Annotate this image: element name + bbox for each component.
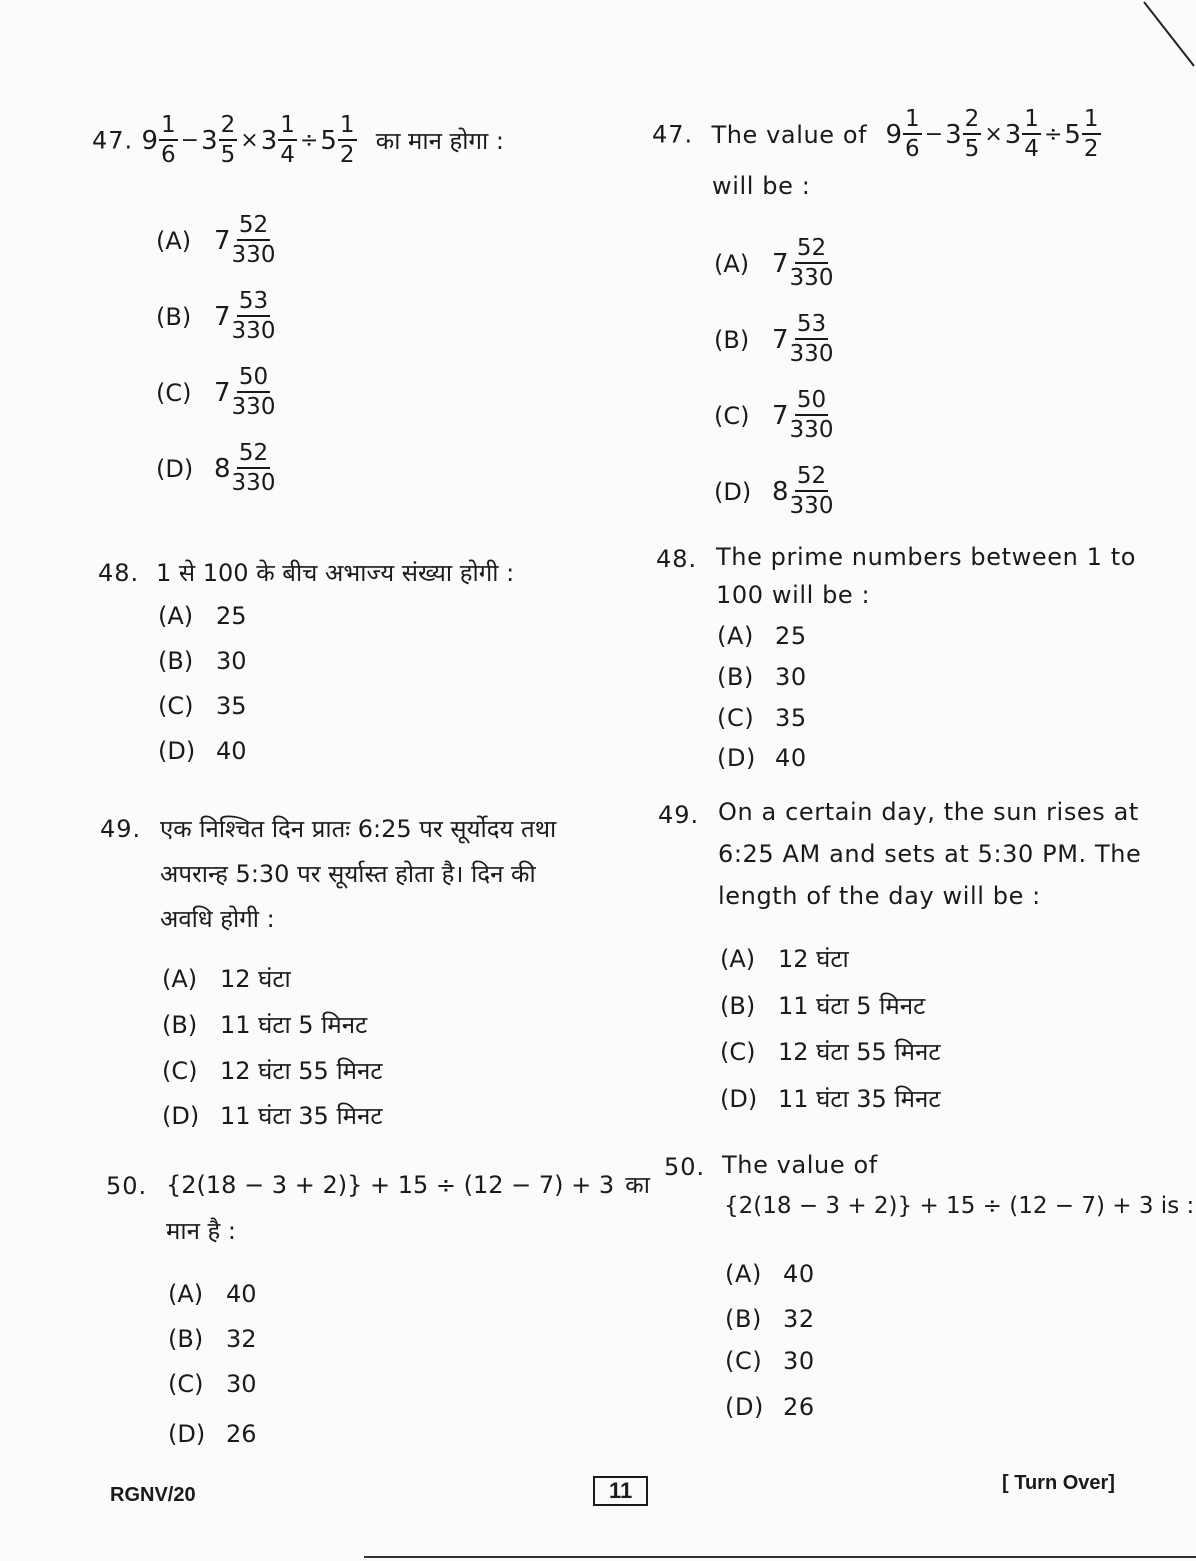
en-q49-option-d: (D) 11 घंटा 35 मिनट <box>720 1085 941 1113</box>
en-q47-question <box>652 108 1102 161</box>
en-q50-line-1: The value of <box>722 1151 878 1179</box>
hi-q47-number: 47. <box>92 126 134 155</box>
en-q49-line-3: length of the day will be : <box>718 882 1041 910</box>
hi-q50-line-2: मान है : <box>166 1217 236 1245</box>
hi-q49-option-b: (B) 11 घंटा 5 मिनट <box>162 1011 368 1039</box>
hi-q48-text: 1 से 100 के बीच अभाज्य संख्या होगी : <box>156 559 515 587</box>
en-q48-option-d: (D) 40 <box>717 744 807 772</box>
hi-q49-option-a: (A) 12 घंटा <box>162 965 291 993</box>
hi-q50-number: 50. <box>106 1172 148 1200</box>
hi-q47-question <box>92 114 504 167</box>
hi-q50-option-b: (B) 32 <box>168 1325 257 1353</box>
en-q47-expression: 9 $\frac{1}{6}$ − 3 $\frac{2}{5}$ × 3 $\frac{1}{4}$ ÷ 5 $\frac{1}{2}$ <box>885 106 1099 162</box>
en-q47-option-a: (A) 7 $\frac{52}{330}$ <box>714 235 834 291</box>
en-q49-line-1: On a certain day, the sun rises at <box>718 798 1139 826</box>
en-q47-text: The value of <box>711 120 868 149</box>
en-q49-line-2: 6:25 AM and sets at 5:30 PM. The <box>718 840 1142 868</box>
hi-q49-line-1: एक निश्चित दिन प्रातः 6:25 पर सूर्योदय तथा <box>160 815 557 843</box>
hi-q50-expression: {2(18 − 3 + 2)} + 15 ÷ (12 − 7) + 3 <box>166 1171 615 1199</box>
en-q50-expression: {2(18 − 3 + 2)} + 15 ÷ (12 − 7) + 3 is : <box>724 1193 1195 1219</box>
hi-q49-option-c: (C) 12 घंटा 55 मिनट <box>162 1057 383 1085</box>
en-q48-line-2: 100 will be : <box>716 581 871 609</box>
en-q47-option-c: (C) 7 $\frac{50}{330}$ <box>714 387 834 443</box>
hi-q49-option-d: (D) 11 घंटा 35 मिनट <box>162 1102 383 1130</box>
hi-q49-number: 49. <box>100 815 142 843</box>
en-q48-number: 48. <box>656 545 698 573</box>
corner-pen-mark <box>1140 0 1196 70</box>
hi-q47-option-b: (B) 7 $\frac{53}{330}$ <box>156 288 276 344</box>
en-q48-option-b: (B) 30 <box>717 663 807 691</box>
en-q49-option-c: (C) 12 घंटा 55 मिनट <box>720 1038 941 1066</box>
en-q50-option-a: (A) 40 <box>725 1260 815 1288</box>
hi-q47-expression: 9 $\frac{1}{6}$ − 3 $\frac{2}{5}$ × 3 $\frac{1}{4}$ ÷ 5 $\frac{1}{2}$ <box>141 112 355 168</box>
hi-q49-line-3: अवधि होगी : <box>160 905 275 933</box>
en-q48-line-1: The prime numbers between 1 to <box>716 543 1137 571</box>
en-q49-option-a: (A) 12 घंटा <box>720 945 849 973</box>
hi-q48-number: 48. <box>98 559 140 587</box>
hi-q50-option-c: (C) 30 <box>168 1370 257 1398</box>
en-q47-option-d: (D) 8 $\frac{52}{330}$ <box>714 463 834 519</box>
en-q50-number: 50. <box>664 1153 706 1181</box>
hi-q48-option-a: (A) 25 <box>158 602 247 630</box>
hi-q48-option-d: (D) 40 <box>158 737 247 765</box>
hi-q50-option-d: (D) 26 <box>168 1420 257 1448</box>
en-q48-option-c: (C) 35 <box>717 704 807 732</box>
hi-q48-option-c: (C) 35 <box>158 692 247 720</box>
en-q48-option-a: (A) 25 <box>717 622 807 650</box>
page-number: 11 <box>593 1476 648 1506</box>
en-q47-number: 47. <box>652 120 694 149</box>
hi-q49-line-2: अपरान्ह 5:30 पर सूर्यास्त होता है। दिन की <box>160 860 536 888</box>
en-q47-option-b: (B) 7 $\frac{53}{330}$ <box>714 311 834 367</box>
hi-q48-option-b: (B) 30 <box>158 647 247 675</box>
booklet-code: RGNV/20 <box>110 1484 196 1506</box>
turn-over-note: [ Turn Over] <box>1002 1472 1115 1494</box>
en-q50-option-c: (C) 30 <box>725 1347 815 1375</box>
bottom-rule <box>364 1556 1196 1558</box>
hi-q47-text: का मान होगा : <box>375 126 504 155</box>
hi-q48-question <box>98 556 514 589</box>
hi-q50-line-1: {2(18 − 3 + 2)} + 15 ÷ (12 − 7) + 3 का <box>166 1171 650 1199</box>
en-q50-option-d: (D) 26 <box>725 1393 815 1421</box>
hi-q47-option-a: (A) 7 $\frac{52}{330}$ <box>156 212 276 268</box>
hi-q47-option-c: (C) 7 $\frac{50}{330}$ <box>156 364 276 420</box>
hi-q50-option-a: (A) 40 <box>168 1280 257 1308</box>
en-q49-option-b: (B) 11 घंटा 5 मिनट <box>720 992 926 1020</box>
hi-q47-option-d: (D) 8 $\frac{52}{330}$ <box>156 440 276 496</box>
en-q47-text-2: will be : <box>712 172 811 200</box>
en-q50-option-b: (B) 32 <box>725 1305 815 1333</box>
en-q49-number: 49. <box>658 801 700 829</box>
